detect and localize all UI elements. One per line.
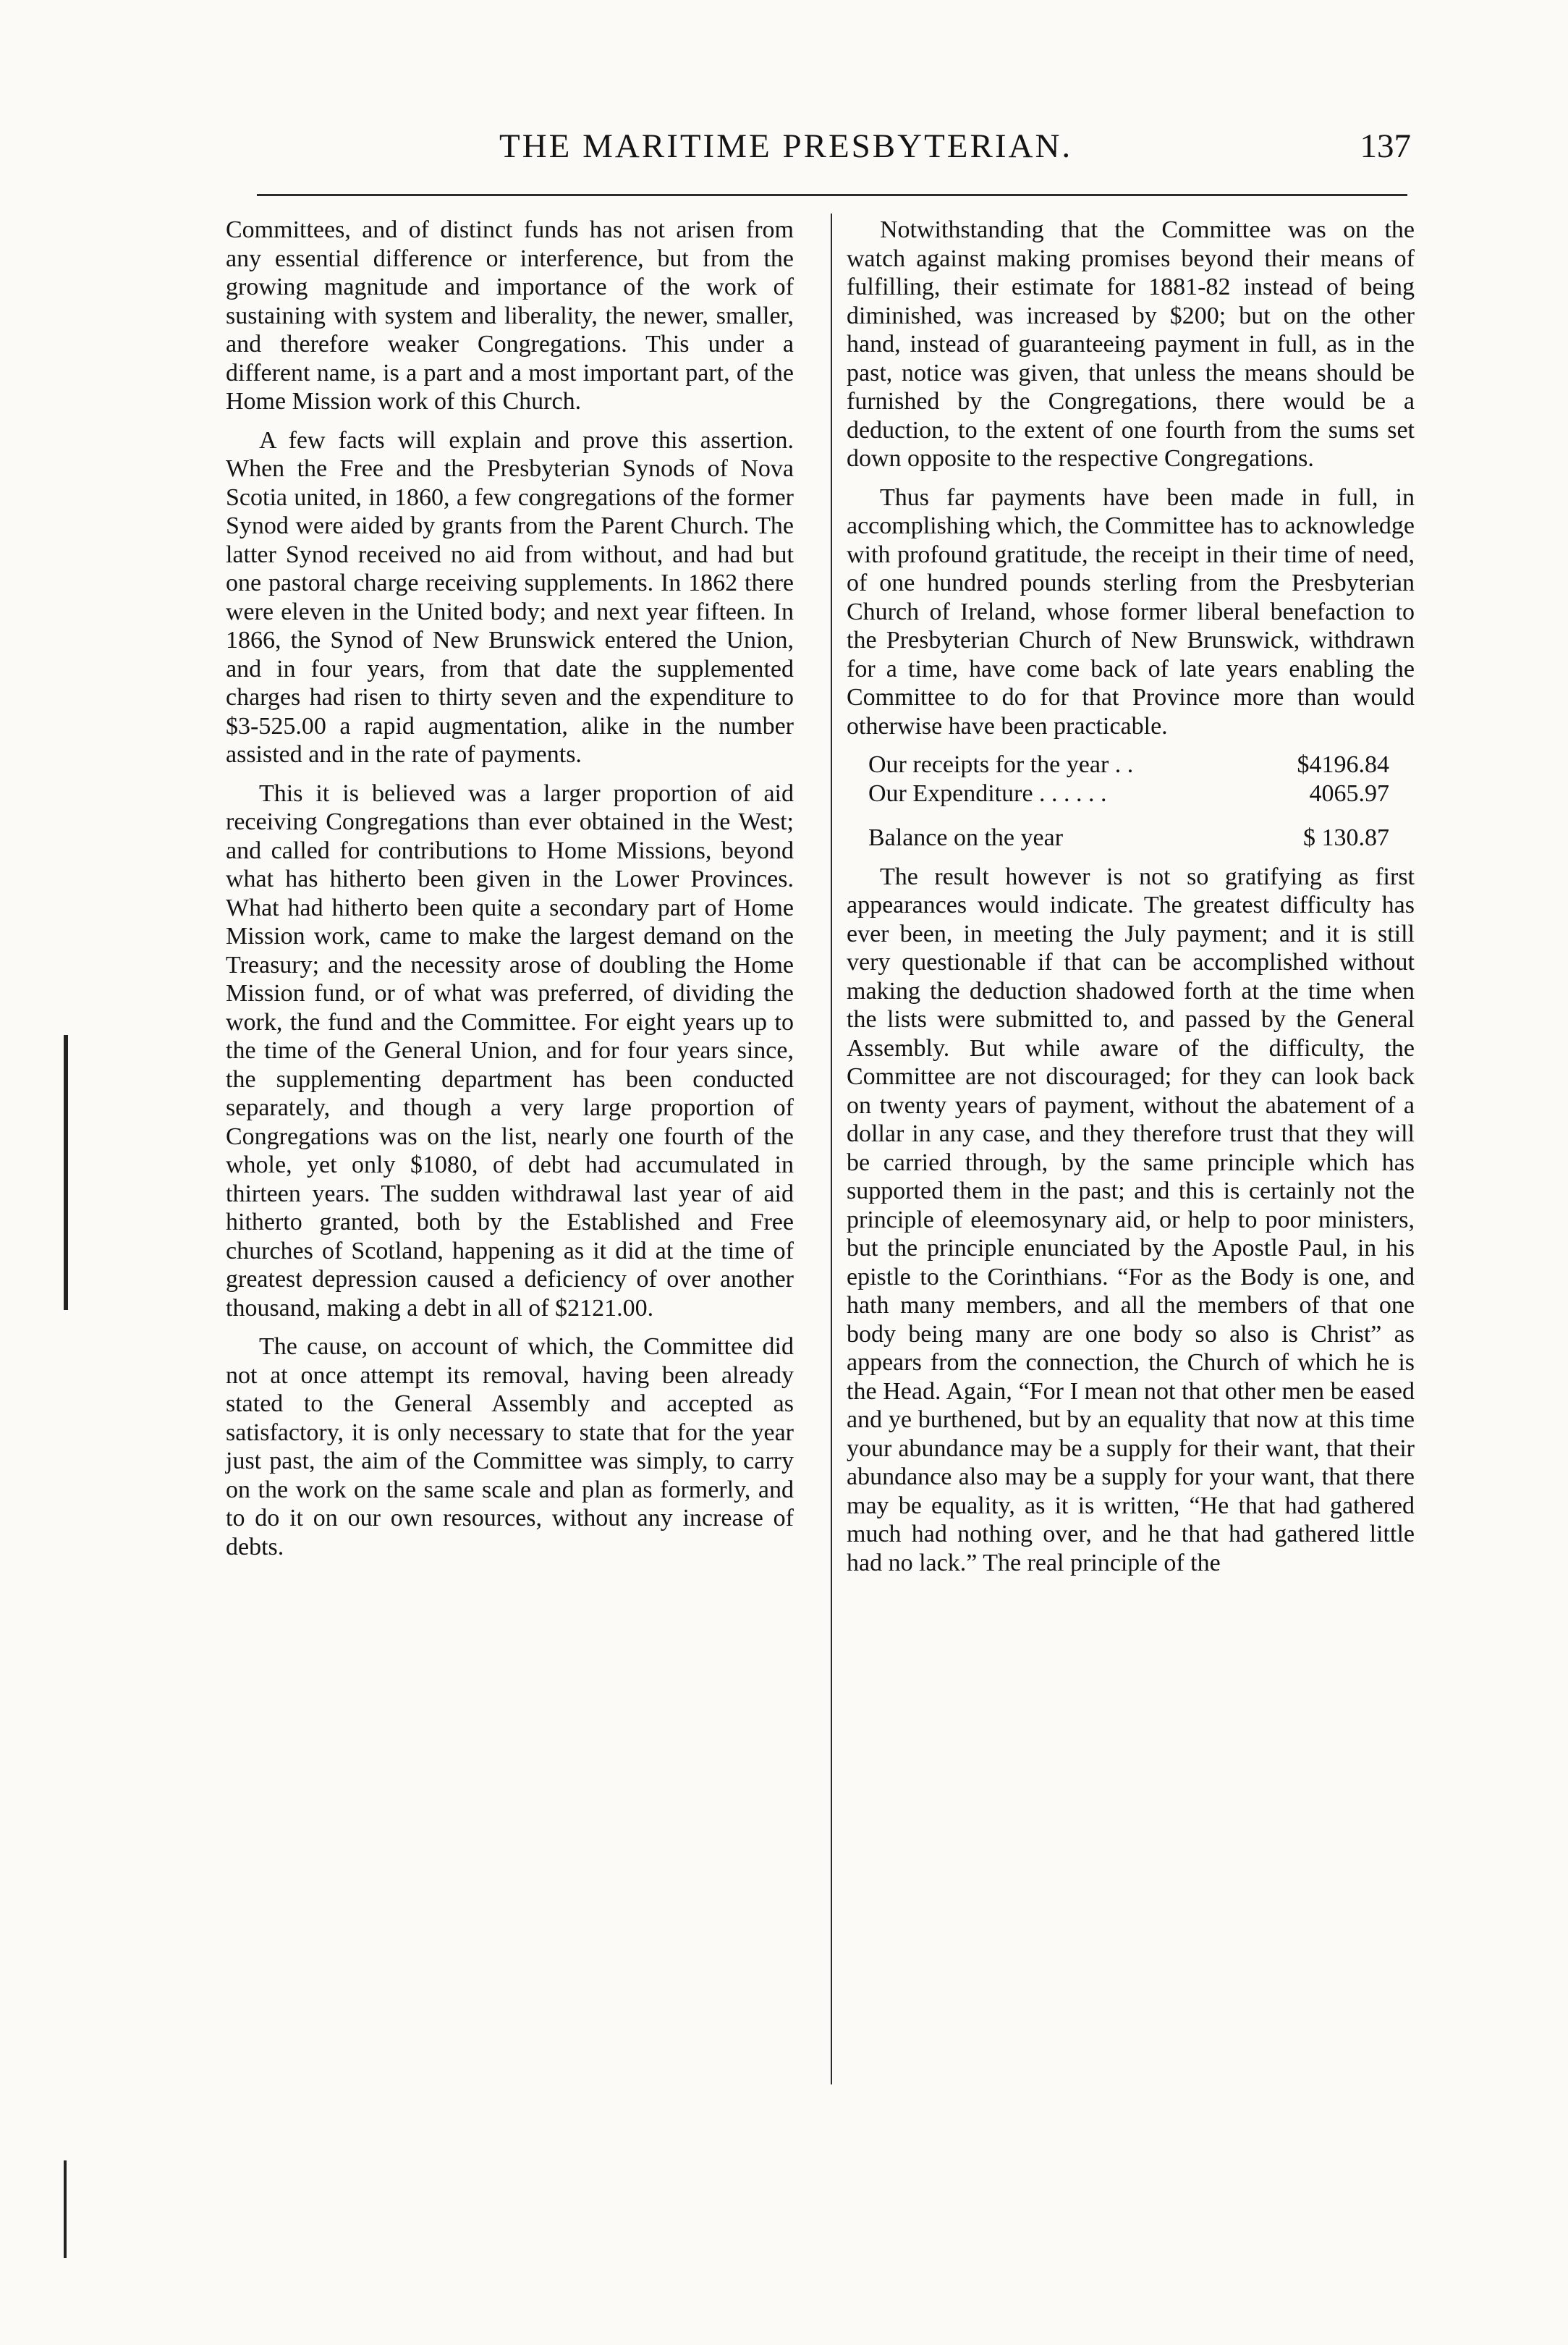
- expenditure-value: 4065.97: [1309, 779, 1389, 807]
- receipts-label: Our receipts for the year . .: [868, 751, 1134, 778]
- right-column: [847, 216, 1415, 1587]
- paragraph: Committees, and of distinct funds has not arisen from any essential difference or interference, but from the growing magnitude and importance of the work of sustaining with system and liberality, the newer, smaller, and therefore weaker Congregations. This under a different name, is a part and a most important part, of the Home Mission work of this Church.: [226, 216, 794, 415]
- expenditure-row: [868, 779, 1389, 808]
- paragraph: This it is believed was a larger proportion of aid receiving Congregations than ever obtained in the West; and called for contributions to Home Missions, beyond what has hitherto been given in the Lower Provinces. What had hitherto been quite a secondary part of Home Mission work, came to make the largest demand on the Treasury; and the necessity arose of doubling the Home Mission fund, or of what was preferred, of dividing the work, the fund and the Committee. For eight years up to the time of the General Union, and for four years since, the supplementing department has been conducted separately, and though a very large proportion of Congregations was on the list, nearly one fourth of the whole, yet only $1080, of debt had accumulated in thirteen years. The sudden withdrawal last year of aid hitherto granted, both by the Established and Free churches of Scotland, happening as it did at the time of greatest depression caused a deficiency of over another thousand, making a debt in all of $2121.00.: [226, 779, 794, 1322]
- paragraph: The result however is not so gratifying as first appearances would indicate. The greatest difficulty has ever been, in meeting the July payment; and it is still very questionable if that can be accomplished without making the deduction shadowed forth at the time when the lists were submitted to, and passed by the General Assembly. But while aware of the difficulty, the Committee are not discouraged; for they can look back on twenty years of payment, without the abatement of a dollar in any case, and they therefore trust that they will be carried through, by the same principle which has supported them in the past; and this is certainly not the principle of eleemosynary aid, or help to poor ministers, but the principle enunciated by the Apostle Paul, in his epistle to the Corinthians. “For as the Body is one, and hath many members, and all the members of that one body being many are one body so also is Christ” as appears from the connection, the Church of which he is the Head. Again, “For I mean not that other men be eased and ye burthened, but by an equality that now at this time your abundance may be a supply for their want, that their abundance also may be a supply for your want, that there may be equality, as it is written, “He that had gathered much had nothing over, and he that had gathered little had no lack.” The real principle of the: [847, 863, 1415, 1576]
- expenditure-label: Our Expenditure . . . . . .: [868, 779, 1107, 807]
- balance-row: [868, 824, 1389, 853]
- accounts-summary: [868, 751, 1415, 853]
- margin-scan-mark: [64, 2160, 67, 2258]
- header-rule: [257, 194, 1407, 196]
- page-title: THE MARITIME PRESBYTERIAN.: [499, 127, 1073, 165]
- left-column: [226, 216, 794, 1571]
- receipts-value: $4196.84: [1297, 751, 1389, 778]
- paragraph: The cause, on account of which, the Committee did not at once attempt its removal, having been already stated to the General Assembly and accepted as satisfactory, it is only necessary to state that for the year just past, the aim of the Committee was simply, to carry on the work on the same scale and plan as formerly, and to do it on our own resources, without any increase of debts.: [226, 1333, 794, 1560]
- paragraph: Thus far payments have been made in full, in accomplishing which, the Committee has to acknowledge with profound gratitude, the receipt in their time of need, of one hundred pounds sterling from the Presbyterian Church of Ireland, whose former liberal benefaction to the Presbyterian Church of New Brunswick, withdrawn for a time, have come back of late years enabling the Committee to do for that Province more than would otherwise have been practicable.: [847, 483, 1415, 740]
- balance-value: $ 130.87: [1303, 824, 1389, 851]
- page-number: 137: [1360, 127, 1411, 165]
- paragraph: Notwithstanding that the Committee was on the watch against making promises beyond their means of fulfilling, their estimate for 1881-82 instead of being diminished, was increased by $200; but on the other hand, instead of guaranteeing payment in full, as in the past, notice was given, that unless the means should be furnished by the Congregations, there would be a deduction, to the extent of one fourth from the sums set down opposite to the respective Congregations.: [847, 216, 1415, 472]
- receipts-row: [868, 751, 1389, 779]
- column-divider: [831, 214, 832, 2084]
- paragraph: A few facts will explain and prove this assertion. When the Free and the Presbyterian Synods of Nova Scotia united, in 1860, a few congregations of the former Synod were aided by grants from the Parent Church. The latter Synod received no aid from without, and had but one pastoral charge receiving supplements. In 1862 there were eleven in the United body; and next year fifteen. In 1866, the Synod of New Brunswick entered the Union, and in four years, from that date the supplemented charges had risen to thirty seven and the expenditure to $3-525.00 a rapid augmentation, alike in the number assisted and in the rate of payments.: [226, 426, 794, 768]
- balance-label: Balance on the year: [868, 824, 1064, 851]
- running-head: [253, 127, 1411, 177]
- margin-scan-mark: [64, 1035, 68, 1310]
